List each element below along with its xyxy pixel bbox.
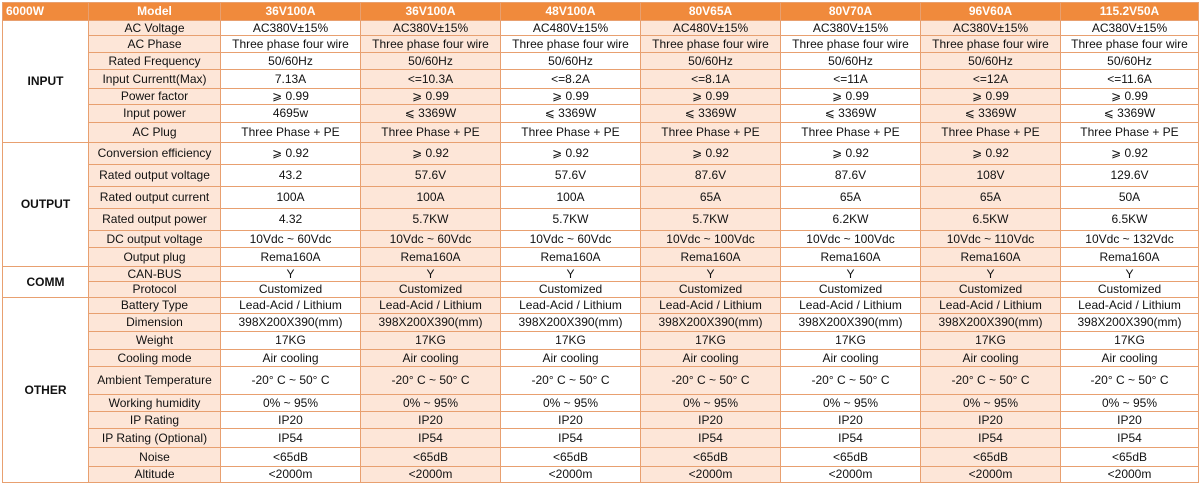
spec-value: -20° C ~ 50° C (921, 367, 1061, 395)
spec-row (3, 21, 1199, 36)
spec-value: -20° C ~ 50° C (781, 367, 921, 395)
spec-value: Customized (781, 282, 921, 298)
spec-value: 17KG (501, 332, 641, 350)
spec-value: ⩾ 0.99 (781, 89, 921, 105)
spec-row (3, 209, 1199, 231)
spec-row (3, 231, 1199, 248)
spec-value: 398X200X390(mm) (221, 314, 361, 332)
spec-value: <2000m (921, 467, 1061, 483)
spec-value: 6.5KW (921, 209, 1061, 231)
spec-label: Ambient Temperature (89, 367, 221, 395)
model-header: Model (89, 3, 221, 21)
spec-value: Air cooling (641, 350, 781, 367)
spec-value: 43.2 (221, 165, 361, 187)
spec-value: 10Vdc ~ 60Vdc (361, 231, 501, 248)
spec-value: Three phase four wire (501, 36, 641, 53)
spec-label: Altitude (89, 467, 221, 483)
spec-row (3, 123, 1199, 143)
spec-value: 398X200X390(mm) (781, 314, 921, 332)
spec-value: 10Vdc ~ 100Vdc (641, 231, 781, 248)
spec-value: IP20 (921, 412, 1061, 429)
spec-value: 0% ~ 95% (781, 395, 921, 412)
spec-row (3, 395, 1199, 412)
spec-value: 6.2KW (781, 209, 921, 231)
spec-value: 6.5KW (1061, 209, 1199, 231)
spec-value: <65dB (1061, 448, 1199, 467)
spec-value: IP20 (1061, 412, 1199, 429)
spec-value: 398X200X390(mm) (921, 314, 1061, 332)
spec-row (3, 143, 1199, 165)
spec-value: 0% ~ 95% (641, 395, 781, 412)
spec-value: Air cooling (361, 350, 501, 367)
spec-value: Y (221, 267, 361, 282)
spec-value: 50/60Hz (501, 53, 641, 70)
spec-value: IP54 (921, 429, 1061, 448)
spec-value: IP20 (641, 412, 781, 429)
spec-value: ⩾ 0.92 (221, 143, 361, 165)
group-label: INPUT (3, 21, 89, 143)
spec-value: Y (641, 267, 781, 282)
spec-value: 5.7KW (361, 209, 501, 231)
spec-row (3, 367, 1199, 395)
spec-label: IP Rating (Optional) (89, 429, 221, 448)
spec-value: Rema160A (361, 248, 501, 267)
spec-value: 100A (361, 187, 501, 209)
spec-row (3, 267, 1199, 282)
spec-label: Dimension (89, 314, 221, 332)
spec-value: Customized (921, 282, 1061, 298)
model-name-header: 96V60A (921, 3, 1061, 21)
spec-value: 17KG (221, 332, 361, 350)
spec-value: AC380V±15% (361, 21, 501, 36)
spec-row (3, 248, 1199, 267)
spec-row (3, 187, 1199, 209)
spec-value: Customized (221, 282, 361, 298)
spec-value: IP54 (501, 429, 641, 448)
spec-row (3, 350, 1199, 367)
spec-label: Input Currentt(Max) (89, 70, 221, 89)
spec-value: Air cooling (921, 350, 1061, 367)
spec-row (3, 105, 1199, 123)
spec-value: <65dB (221, 448, 361, 467)
spec-value: Lead-Acid / Lithium (361, 298, 501, 314)
spec-value: <=11.6A (1061, 70, 1199, 89)
spec-value: <2000m (781, 467, 921, 483)
spec-value: 17KG (921, 332, 1061, 350)
spec-value: 100A (501, 187, 641, 209)
spec-value: ⩽ 3369W (781, 105, 921, 123)
spec-label: Protocol (89, 282, 221, 298)
spec-value: Air cooling (1061, 350, 1199, 367)
spec-value: 10Vdc ~ 110Vdc (921, 231, 1061, 248)
spec-value: Y (921, 267, 1061, 282)
spec-label: Conversion efficiency (89, 143, 221, 165)
spec-row (3, 53, 1199, 70)
spec-label: AC Phase (89, 36, 221, 53)
spec-value: Rema160A (501, 248, 641, 267)
spec-value: AC480V±15% (641, 21, 781, 36)
spec-value: 398X200X390(mm) (361, 314, 501, 332)
spec-value: 10Vdc ~ 60Vdc (501, 231, 641, 248)
spec-value: 65A (921, 187, 1061, 209)
spec-value: Three Phase + PE (1061, 123, 1199, 143)
spec-label: IP Rating (89, 412, 221, 429)
spec-value: 5.7KW (501, 209, 641, 231)
spec-value: 129.6V (1061, 165, 1199, 187)
spec-value: Three phase four wire (641, 36, 781, 53)
spec-value: IP54 (641, 429, 781, 448)
spec-value: Customized (1061, 282, 1199, 298)
spec-value: 398X200X390(mm) (1061, 314, 1199, 332)
spec-value: 17KG (781, 332, 921, 350)
spec-value: Three phase four wire (221, 36, 361, 53)
spec-value: 17KG (1061, 332, 1199, 350)
spec-value: Air cooling (501, 350, 641, 367)
spec-value: 0% ~ 95% (1061, 395, 1199, 412)
spec-value: 7.13A (221, 70, 361, 89)
spec-value: ⩾ 0.92 (501, 143, 641, 165)
spec-value: Three Phase + PE (221, 123, 361, 143)
spec-value: -20° C ~ 50° C (641, 367, 781, 395)
spec-value: 50/60Hz (781, 53, 921, 70)
spec-label: Input power (89, 105, 221, 123)
spec-value: IP20 (781, 412, 921, 429)
spec-value: Three phase four wire (1061, 36, 1199, 53)
spec-value: <65dB (781, 448, 921, 467)
model-name-header: 80V70A (781, 3, 921, 21)
spec-value: <=8.2A (501, 70, 641, 89)
spec-value: 398X200X390(mm) (501, 314, 641, 332)
spec-row (3, 448, 1199, 467)
spec-value: Three phase four wire (781, 36, 921, 53)
spec-value: Rema160A (921, 248, 1061, 267)
spec-value: -20° C ~ 50° C (1061, 367, 1199, 395)
spec-value: IP20 (501, 412, 641, 429)
spec-value: ⩾ 0.92 (641, 143, 781, 165)
spec-value: AC380V±15% (1061, 21, 1199, 36)
spec-value: Lead-Acid / Lithium (501, 298, 641, 314)
spec-value: AC380V±15% (781, 21, 921, 36)
spec-value: AC480V±15% (501, 21, 641, 36)
spec-value: IP54 (781, 429, 921, 448)
spec-value: 100A (221, 187, 361, 209)
spec-value: 0% ~ 95% (221, 395, 361, 412)
spec-value: Three Phase + PE (781, 123, 921, 143)
spec-row (3, 314, 1199, 332)
spec-value: ⩾ 0.99 (501, 89, 641, 105)
spec-value: 17KG (361, 332, 501, 350)
spec-row (3, 467, 1199, 483)
spec-value: 10Vdc ~ 100Vdc (781, 231, 921, 248)
spec-value: Lead-Acid / Lithium (221, 298, 361, 314)
group-label: COMM (3, 267, 89, 298)
group-label: OTHER (3, 298, 89, 483)
spec-value: ⩽ 3369W (921, 105, 1061, 123)
spec-value: Lead-Acid / Lithium (921, 298, 1061, 314)
spec-row (3, 89, 1199, 105)
spec-value: Y (1061, 267, 1199, 282)
spec-value: Rema160A (1061, 248, 1199, 267)
spec-label: Rated output power (89, 209, 221, 231)
spec-value: -20° C ~ 50° C (361, 367, 501, 395)
spec-value: IP54 (1061, 429, 1199, 448)
spec-value: AC380V±15% (921, 21, 1061, 36)
spec-value: <2000m (221, 467, 361, 483)
spec-value: ⩾ 0.92 (781, 143, 921, 165)
spec-value: <2000m (501, 467, 641, 483)
spec-value: Lead-Acid / Lithium (781, 298, 921, 314)
spec-value: Lead-Acid / Lithium (641, 298, 781, 314)
spec-value: IP54 (361, 429, 501, 448)
model-name-header: 80V65A (641, 3, 781, 21)
spec-value: Three Phase + PE (501, 123, 641, 143)
spec-value: <2000m (361, 467, 501, 483)
spec-value: <65dB (641, 448, 781, 467)
spec-value: Three Phase + PE (361, 123, 501, 143)
spec-value: ⩾ 0.99 (221, 89, 361, 105)
spec-value: IP54 (221, 429, 361, 448)
spec-value: 398X200X390(mm) (641, 314, 781, 332)
spec-value: Air cooling (221, 350, 361, 367)
spec-value: Rema160A (221, 248, 361, 267)
spec-value: Air cooling (781, 350, 921, 367)
spec-value: 4695w (221, 105, 361, 123)
spec-value: Y (361, 267, 501, 282)
spec-table (2, 2, 1199, 483)
group-label: OUTPUT (3, 143, 89, 267)
spec-value: 50A (1061, 187, 1199, 209)
spec-value: 50/60Hz (921, 53, 1061, 70)
spec-row (3, 282, 1199, 298)
spec-label: Rated Frequency (89, 53, 221, 70)
spec-value: <=10.3A (361, 70, 501, 89)
header-row (3, 3, 1199, 21)
model-name-header: 48V100A (501, 3, 641, 21)
spec-value: 10Vdc ~ 132Vdc (1061, 231, 1199, 248)
spec-label: DC output voltage (89, 231, 221, 248)
spec-value: ⩾ 0.99 (361, 89, 501, 105)
spec-value: 87.6V (641, 165, 781, 187)
spec-value: Y (501, 267, 641, 282)
spec-value: Three Phase + PE (641, 123, 781, 143)
spec-value: 50/60Hz (221, 53, 361, 70)
spec-value: ⩾ 0.99 (641, 89, 781, 105)
spec-label: Noise (89, 448, 221, 467)
spec-value: <=8.1A (641, 70, 781, 89)
spec-label: Rated output voltage (89, 165, 221, 187)
spec-value: 0% ~ 95% (501, 395, 641, 412)
spec-value: AC380V±15% (221, 21, 361, 36)
spec-value: 87.6V (781, 165, 921, 187)
spec-label: Weight (89, 332, 221, 350)
spec-value: Three Phase + PE (921, 123, 1061, 143)
spec-value: Customized (501, 282, 641, 298)
spec-value: Customized (641, 282, 781, 298)
spec-label: Cooling mode (89, 350, 221, 367)
spec-row (3, 429, 1199, 448)
spec-label: Working humidity (89, 395, 221, 412)
model-name-header: 36V100A (221, 3, 361, 21)
spec-value: Y (781, 267, 921, 282)
spec-row (3, 165, 1199, 187)
spec-value: 10Vdc ~ 60Vdc (221, 231, 361, 248)
spec-row (3, 70, 1199, 89)
spec-value: 108V (921, 165, 1061, 187)
spec-label: Power factor (89, 89, 221, 105)
spec-value: 50/60Hz (1061, 53, 1199, 70)
spec-value: 0% ~ 95% (361, 395, 501, 412)
spec-value: 65A (781, 187, 921, 209)
spec-value: 17KG (641, 332, 781, 350)
spec-value: <=11A (781, 70, 921, 89)
spec-label: Rated output current (89, 187, 221, 209)
spec-value: Rema160A (781, 248, 921, 267)
spec-value: ⩾ 0.92 (1061, 143, 1199, 165)
spec-value: Three phase four wire (921, 36, 1061, 53)
spec-row (3, 298, 1199, 314)
spec-value: <65dB (921, 448, 1061, 467)
spec-value: -20° C ~ 50° C (501, 367, 641, 395)
spec-label: Output plug (89, 248, 221, 267)
spec-value: -20° C ~ 50° C (221, 367, 361, 395)
spec-value: ⩽ 3369W (1061, 105, 1199, 123)
spec-value: ⩾ 0.92 (921, 143, 1061, 165)
spec-row (3, 36, 1199, 53)
spec-value: 57.6V (361, 165, 501, 187)
spec-value: ⩾ 0.99 (1061, 89, 1199, 105)
model-name-header: 115.2V50A (1061, 3, 1199, 21)
spec-value: ⩽ 3369W (361, 105, 501, 123)
spec-value: Customized (361, 282, 501, 298)
spec-label: AC Plug (89, 123, 221, 143)
spec-value: <65dB (361, 448, 501, 467)
spec-row (3, 412, 1199, 429)
spec-value: <=12A (921, 70, 1061, 89)
spec-value: ⩽ 3369W (501, 105, 641, 123)
spec-value: 5.7KW (641, 209, 781, 231)
spec-row (3, 332, 1199, 350)
spec-value: 57.6V (501, 165, 641, 187)
power-rating-header: 6000W (3, 3, 89, 21)
spec-value: Rema160A (641, 248, 781, 267)
spec-value: IP20 (221, 412, 361, 429)
spec-value: 0% ~ 95% (921, 395, 1061, 412)
spec-value: 50/60Hz (361, 53, 501, 70)
spec-value: IP20 (361, 412, 501, 429)
spec-table-body (3, 21, 1199, 483)
spec-value: ⩾ 0.92 (361, 143, 501, 165)
spec-label: AC Voltage (89, 21, 221, 36)
spec-value: <65dB (501, 448, 641, 467)
spec-value: <2000m (1061, 467, 1199, 483)
spec-value: <2000m (641, 467, 781, 483)
spec-value: 4.32 (221, 209, 361, 231)
spec-value: 65A (641, 187, 781, 209)
spec-value: 50/60Hz (641, 53, 781, 70)
spec-value: ⩾ 0.99 (921, 89, 1061, 105)
spec-value: Lead-Acid / Lithium (1061, 298, 1199, 314)
spec-value: Three phase four wire (361, 36, 501, 53)
spec-value: ⩽ 3369W (641, 105, 781, 123)
spec-label: Battery Type (89, 298, 221, 314)
model-name-header: 36V100A (361, 3, 501, 21)
spec-label: CAN-BUS (89, 267, 221, 282)
